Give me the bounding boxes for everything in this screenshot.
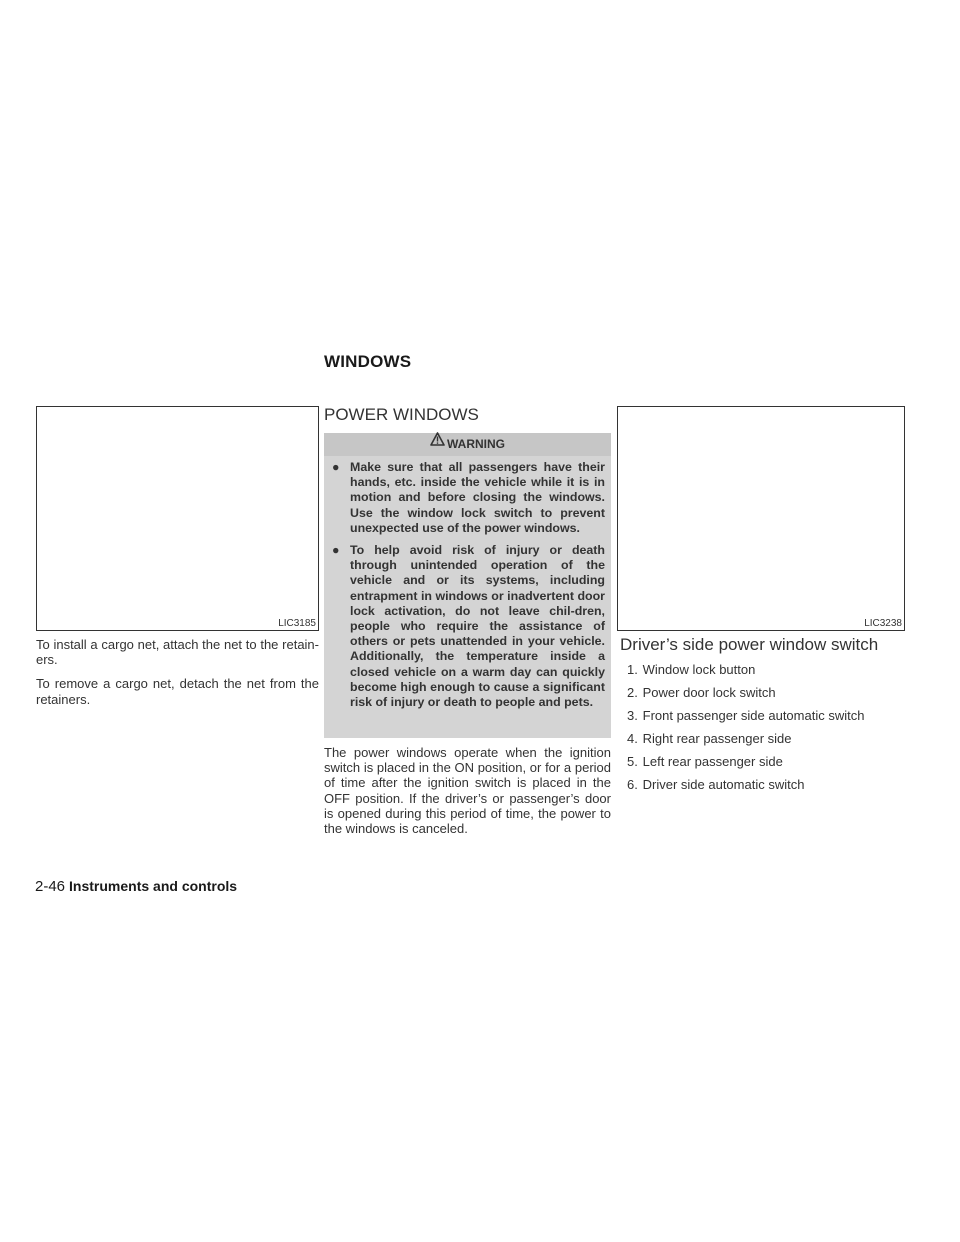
- paragraph: To install a cargo net, attach the net to the retain-ers.: [36, 637, 319, 668]
- page-number: 2-46: [35, 878, 66, 895]
- bullet-icon: ●: [332, 460, 340, 474]
- warning-item-text: Make sure that all passengers have their hands, etc. inside the vehicle while it is in motion and before closing the windows. Use the window lock switch to prevent unexpected use of the power windows.: [350, 460, 605, 535]
- figure-window-switch: [617, 406, 905, 631]
- switch-heading: Driver’s side power window switch: [620, 635, 879, 654]
- list-item: 6. Driver side automatic switch: [627, 777, 805, 792]
- warning-item: [330, 460, 605, 536]
- warning-title: WARNING: [447, 437, 505, 451]
- warning-box: [324, 433, 611, 738]
- figure-code: LIC3185: [278, 618, 316, 629]
- paragraph: To remove a cargo net, detach the net from the retainers.: [36, 676, 319, 707]
- list-item: 3. Front passenger side automatic switch: [627, 708, 865, 723]
- bullet-icon: ●: [332, 543, 340, 558]
- power-windows-paragraph: The power windows operate when the ignition switch is placed in the ON position, or for a period of time after the ignition switch is placed in the OFF position. If the driver’s or passenger’s door is opened during this period of time, the power to the windows is canceled.: [324, 745, 611, 837]
- figure-cargo-net: [36, 406, 319, 631]
- cargo-net-text: [36, 637, 319, 716]
- footer-section-name: Instruments and controls: [69, 878, 238, 894]
- warning-list: [324, 456, 611, 710]
- warning-triangle-icon: [430, 431, 445, 454]
- warning-item: [330, 543, 605, 710]
- figure-code: LIC3238: [864, 618, 902, 629]
- list-item: 1. Window lock button: [627, 662, 756, 677]
- list-item: 5. Left rear passenger side: [627, 754, 783, 769]
- power-windows-heading: POWER WINDOWS: [324, 405, 479, 424]
- list-item: 2. Power door lock switch: [627, 685, 776, 700]
- switch-parts-list: [627, 662, 864, 800]
- warning-item-text: To help avoid risk of injury or death through unintended operation of the vehicle and or its systems, including entrapment in windows or inadvertent door lock activation, do not leave chil-dren, people who require the assistance of others or pets unattended in your vehicle. Additionally, the temperature inside a closed vehicle on a warm day can quickly become high enough to cause a significant risk of injury or death to people and pets.: [350, 543, 605, 710]
- page-footer: [35, 878, 237, 895]
- list-item: 4. Right rear passenger side: [627, 731, 792, 746]
- warning-header: [324, 433, 611, 456]
- section-title: WINDOWS: [324, 352, 412, 371]
